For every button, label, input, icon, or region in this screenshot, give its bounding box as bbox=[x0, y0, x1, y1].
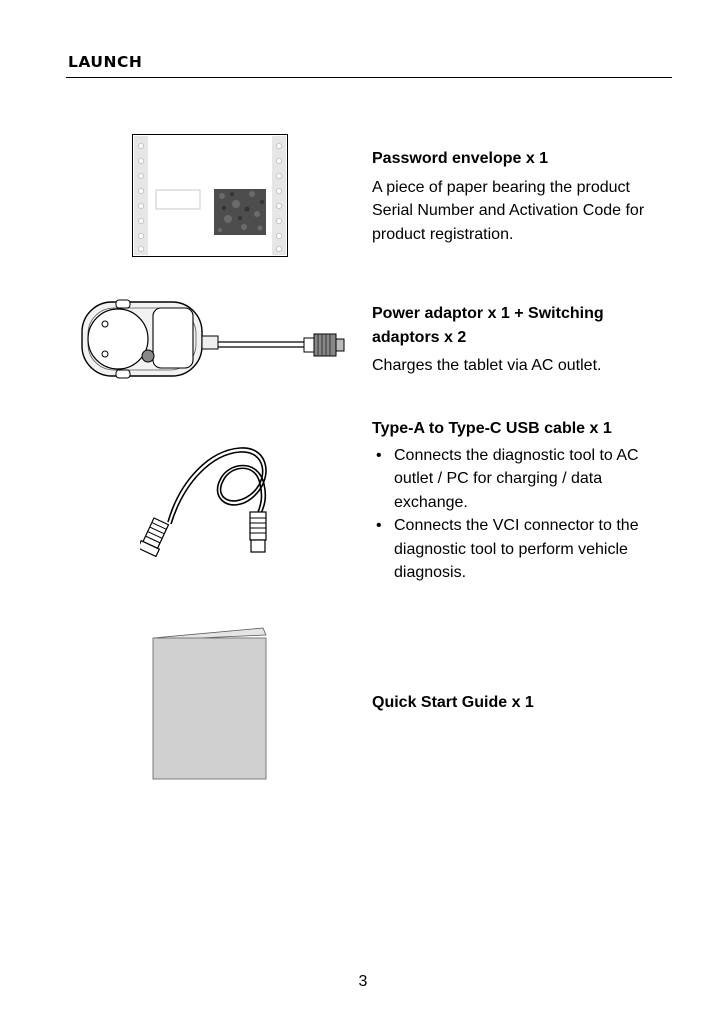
item-usb-cable bbox=[372, 417, 672, 585]
page-number: 3 bbox=[358, 973, 368, 990]
usb-cable-illustration bbox=[140, 440, 280, 560]
item-bullet-list bbox=[372, 444, 672, 585]
quick-start-guide-illustration bbox=[150, 626, 270, 782]
bullet-text: Connects the diagnostic tool to AC outlet / PC for charging / data exchange. bbox=[394, 446, 639, 511]
bullet-marker: • bbox=[376, 517, 382, 534]
power-adaptor-illustration bbox=[78, 298, 348, 382]
item-password-envelope bbox=[372, 147, 672, 246]
bullet-marker: • bbox=[376, 446, 382, 464]
bullet-text: Connects the VCI connector to the diagnostic tool to perform vehicle diagnosis. bbox=[394, 517, 639, 581]
item-description: Charges the tablet via AC outlet. bbox=[372, 357, 602, 374]
password-envelope-illustration bbox=[132, 134, 289, 258]
list-item bbox=[372, 444, 672, 515]
item-title: Power adaptor x 1 + Switching adaptors x 2 bbox=[372, 305, 604, 346]
item-title: Type-A to Type-C USB cable x 1 bbox=[372, 420, 612, 437]
item-description: A piece of paper bearing the product Serial Number and Activation Code for product registration. bbox=[372, 178, 645, 243]
header-divider bbox=[66, 77, 672, 78]
item-power-adaptor bbox=[372, 302, 672, 378]
item-quick-start-guide bbox=[372, 691, 672, 715]
list-item bbox=[372, 514, 672, 585]
brand-logo-text: LAUNCH bbox=[68, 53, 143, 71]
item-title: Quick Start Guide x 1 bbox=[372, 694, 534, 711]
item-title: Password envelope x 1 bbox=[372, 150, 549, 167]
